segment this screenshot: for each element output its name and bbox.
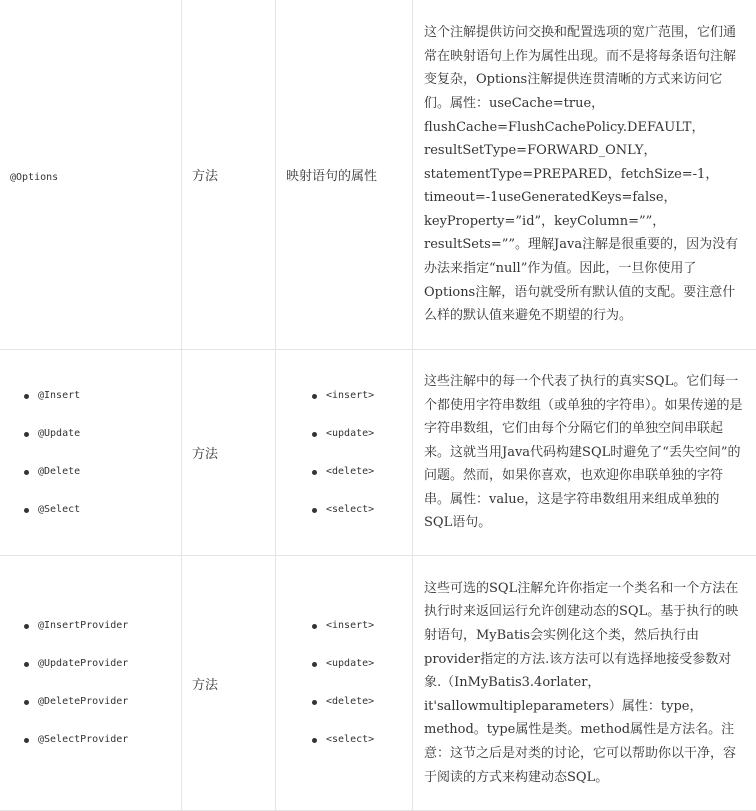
target-cell [182,556,276,811]
list-item: @Update [38,415,171,453]
list-item: @DeleteProvider [38,683,171,721]
description-cell [413,350,756,556]
description-text: 这个注解提供访问交换和配置选项的宽广范围，它们通常在映射语句上作为属性出现。而不是将每条语句注解变复杂，Options注解提供连贯清晰的方式来访问它们。属性：useCache=true，flushCache=FlushCachePolicy.DEFAULT，resultSetType=FORWARD_ONLY，statementType=PREPARED，fetchSize=-1，timeout=-1useGeneratedKeys=false，keyProperty=”id”，keyColumn=””，resultSets=””。理解Java注解是很重要的，因为没有办法来指定“null”作为值。因此，一旦你使用了Options注解，语句就受所有默认值的支配。要注意什么样的默认值来避免不期望的行为。 [424,25,739,324]
xml-equivalent-cell [276,556,413,811]
table-row [0,556,756,811]
annotation-cell [0,556,182,811]
table-row [0,350,756,556]
list-item: @InsertProvider [38,607,171,645]
list-item: @SelectProvider [38,721,171,759]
annotation-list [10,607,171,759]
list-item: @Insert [38,377,171,415]
list-item: <delete> [326,683,402,721]
list-item: @UpdateProvider [38,645,171,683]
target-value: 方法 [192,677,219,693]
description-text: 这些可选的SQL注解允许你指定一个类名和一个方法在执行时来返回运行允许创建动态的SQL。基于执行的映射语句，MyBatis会实例化这个类，然后执行由provider指定的方法.该方法可以有选择地接受参数对象.（InMyBatis3.4orlater，it'sallowmultipleparameters）属性：type，method。type属性是类。method属性是方法名。注意：这节之后是对类的讨论，它可以帮助你以干净，容于阅读的方式来构建动态SQL。 [424,580,739,785]
annotation-cell [0,0,182,350]
list-item: @Delete [38,453,171,491]
xml-equivalent-cell [276,0,413,350]
annotation-cell [0,350,182,556]
xml-equivalent-value: 映射语句的属性 [286,169,378,184]
list-item: @Select [38,491,171,529]
list-item: <update> [326,415,402,453]
table-row [0,0,756,350]
target-cell [182,350,276,556]
annotation-name: @Options [10,172,59,183]
target-value: 方法 [192,447,219,462]
annotation-list [10,377,171,529]
target-value: 方法 [192,169,219,184]
list-item: <delete> [326,453,402,491]
description-cell [413,0,756,350]
description-cell [413,556,756,811]
list-item: <select> [326,491,402,529]
list-item: <update> [326,645,402,683]
xml-equivalent-cell [276,350,413,556]
target-cell [182,0,276,350]
list-item: <insert> [326,377,402,415]
xml-equivalent-list [286,607,402,759]
list-item: <select> [326,721,402,759]
description-text: 这些注解中的每一个代表了执行的真实SQL。它们每一个都使用字符串数组（或单独的字符串）。如果传递的是字符串数组，它们由每个分隔它们的单独空间串联起来。这就当用Java代码构建SQL时避免了“丢失空间”的问题。然而，如果你喜欢，也欢迎你串联单独的字符串。属性：value，这是字符串数组用来组成单独的SQL语句。 [424,373,743,531]
list-item: <insert> [326,607,402,645]
xml-equivalent-list [286,377,402,529]
